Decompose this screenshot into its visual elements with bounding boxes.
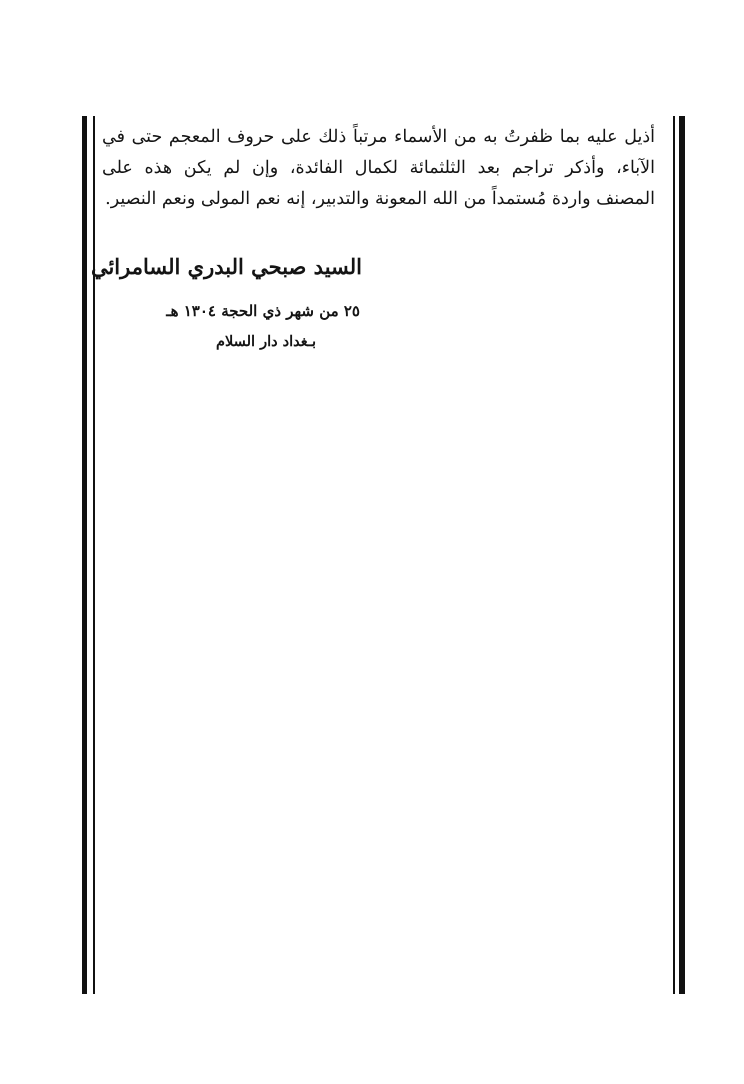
left-border-thick-rule bbox=[82, 116, 87, 994]
signature-place: بـغداد دار السلام bbox=[216, 333, 316, 350]
author-signature: السيد صبحي البدري السامرائي bbox=[90, 254, 362, 279]
paragraph-line: المصنف واردة مُستمداً من الله المعونة والتدبير، إنه نعم المولى ونعم النصير. bbox=[105, 189, 655, 209]
right-border-thin-rule bbox=[673, 116, 675, 994]
paragraph-line: أذيل عليه بما ظفرتُ به من الأسماء مرتباً ذلك على حروف المعجم حتى في bbox=[102, 127, 655, 147]
signature-date: ٢٥ من شهر ذي الحجة ١٣٠٤ هـ bbox=[166, 302, 360, 320]
paragraph-line: الآباء، وأذكر تراجم بعد الثلثمائة لكمال الفائدة، وإن لم يكن هذه على bbox=[102, 158, 655, 178]
body-paragraph bbox=[102, 122, 655, 215]
left-border-thin-rule bbox=[93, 116, 95, 994]
right-border-thick-rule bbox=[679, 116, 685, 994]
